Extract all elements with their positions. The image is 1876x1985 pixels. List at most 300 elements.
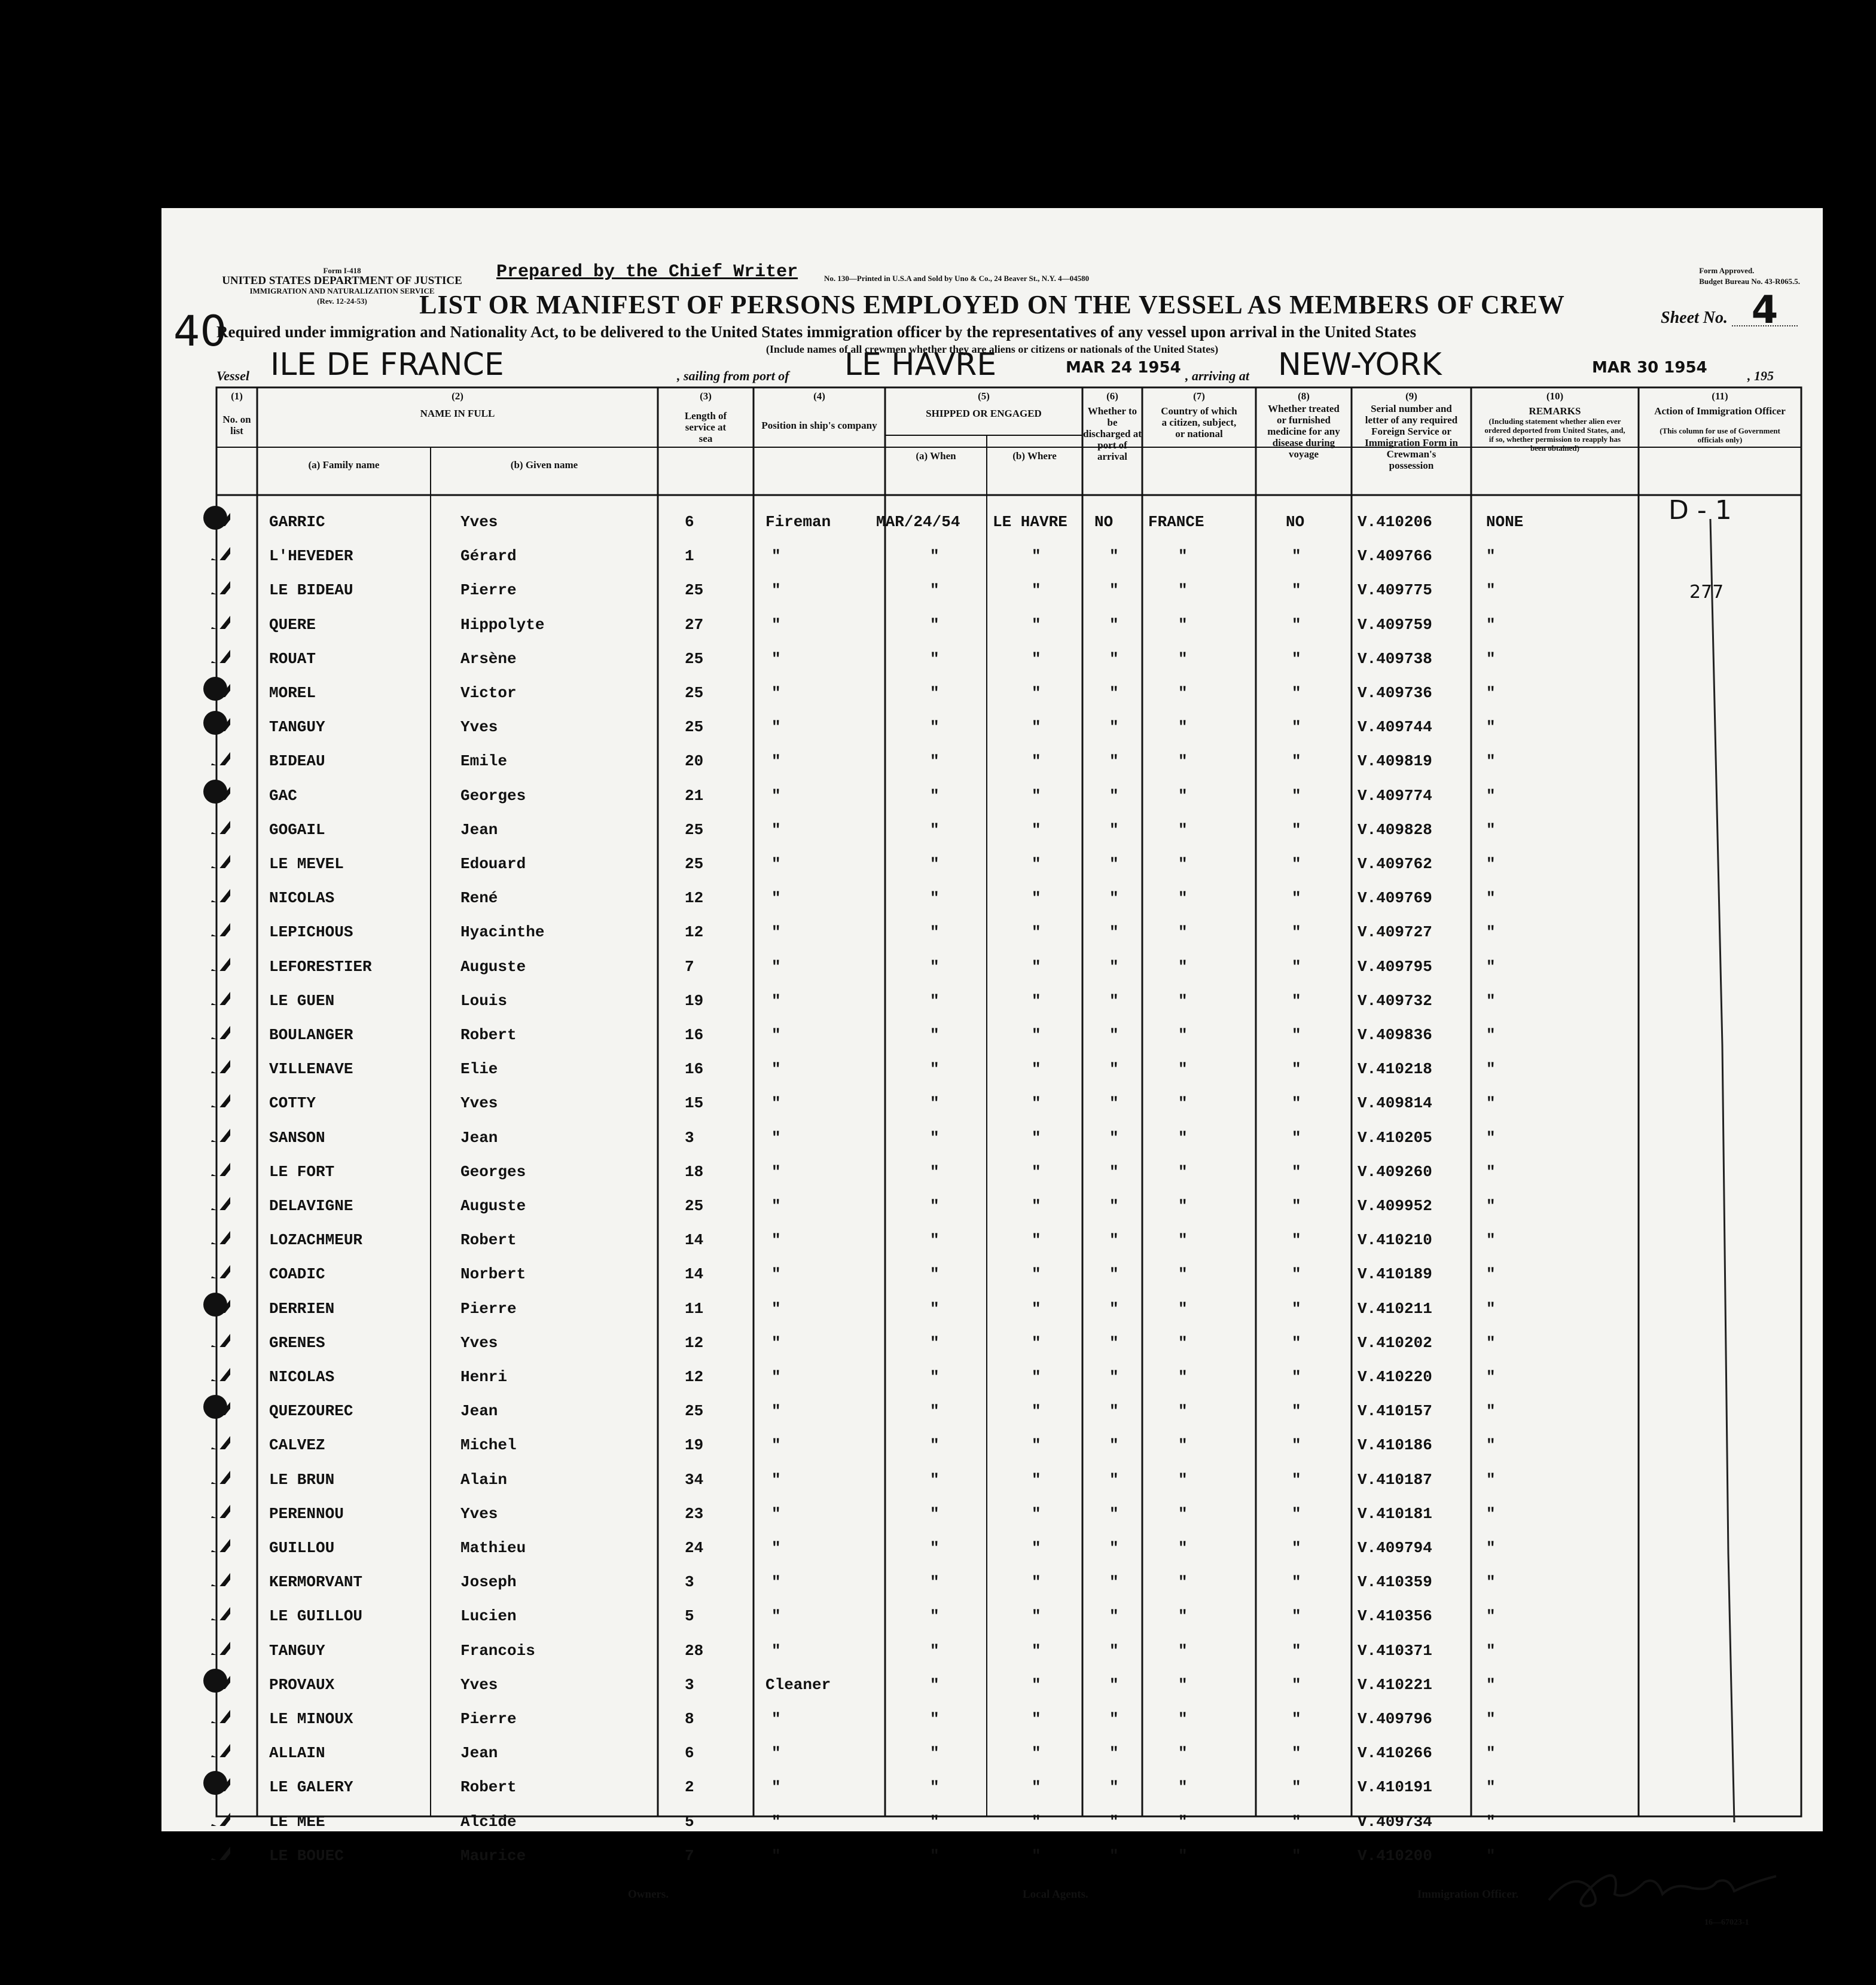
service-line: IMMIGRATION AND NATURALIZATION SERVICE [249, 286, 435, 295]
family-name: MOREL [269, 684, 316, 702]
given-name: Robert [460, 1026, 517, 1044]
service-years: 14 [685, 1265, 704, 1284]
medicine: " [1292, 1744, 1301, 1763]
medicine: " [1292, 1402, 1301, 1421]
country: " [1178, 1265, 1188, 1284]
check-mark-icon [206, 1494, 230, 1518]
discharged: " [1109, 649, 1119, 668]
medicine: " [1292, 1846, 1301, 1865]
family-name: LE GALERY [269, 1778, 353, 1797]
serial-number: V.409736 [1358, 684, 1432, 702]
remarks: " [1486, 1265, 1496, 1284]
discharged: " [1109, 1402, 1119, 1421]
col-officer-head: (11) Action of Immigration Officer (This column for use of Government officials only) [1654, 390, 1786, 444]
include-line: (Include names of all crewmen whether they are aliens or citizens or nationals of the United States) [765, 343, 1219, 355]
table-row [161, 1595, 1823, 1629]
shipped-where: " [1032, 889, 1041, 908]
check-mark-icon [206, 1836, 230, 1860]
table-row [161, 1630, 1823, 1664]
serial-number: V.409794 [1358, 1539, 1432, 1557]
country: " [1178, 1675, 1188, 1694]
serial-number: V.409727 [1358, 923, 1432, 942]
country: " [1178, 1299, 1188, 1318]
shipped-where: " [1032, 1607, 1041, 1626]
country: " [1178, 649, 1188, 668]
country: " [1178, 1197, 1188, 1215]
check-mark-icon [206, 947, 230, 971]
country: " [1178, 957, 1188, 976]
serial-number: V.409759 [1358, 615, 1432, 634]
shipped-where: " [1032, 718, 1041, 737]
prepared-by: Prepared by the Chief Writer [496, 262, 798, 282]
shipped-where: " [1032, 786, 1041, 805]
shipped-where: LE HAVRE [993, 513, 1067, 531]
medicine: " [1292, 1265, 1301, 1284]
service-years: 27 [685, 615, 704, 634]
shipped-where: " [1032, 1231, 1041, 1250]
remarks: " [1486, 752, 1496, 771]
serial-number: V.410157 [1358, 1402, 1432, 1421]
punch-hole [203, 780, 227, 804]
table-row [161, 569, 1823, 603]
medicine: " [1292, 1504, 1301, 1523]
table-row [161, 980, 1823, 1014]
shipped-where: " [1032, 1128, 1041, 1147]
medicine: " [1292, 1128, 1301, 1147]
shipped-when: " [930, 1607, 939, 1626]
given-name: Emile [460, 752, 508, 771]
country: " [1178, 1060, 1188, 1079]
port-to: NEW-YORK [1278, 347, 1442, 383]
discharged: " [1109, 1778, 1119, 1797]
shipped-when: " [930, 547, 939, 566]
position: " [771, 1846, 781, 1865]
service-years: 14 [685, 1231, 704, 1250]
revision-line: (Rev. 12-24-53) [317, 297, 367, 306]
medicine: " [1292, 752, 1301, 771]
medicine: " [1292, 1094, 1301, 1113]
table-row [161, 1219, 1823, 1253]
remarks: " [1486, 1197, 1496, 1215]
shipped-when: " [930, 786, 939, 805]
col-given-head: (b) Given name [510, 459, 578, 471]
service-years: 6 [685, 1744, 694, 1763]
service-years: 19 [685, 991, 704, 1010]
given-name: Jean [460, 1128, 498, 1147]
family-name: LE GUEN [269, 991, 335, 1010]
remarks: " [1486, 1641, 1496, 1660]
table-row [161, 1185, 1823, 1219]
remarks: " [1486, 957, 1496, 976]
medicine: " [1292, 923, 1301, 942]
country: " [1178, 1231, 1188, 1250]
check-mark-icon [206, 1596, 230, 1620]
shipped-when: " [930, 1470, 939, 1489]
shipped-when: " [930, 1231, 939, 1250]
medicine: " [1292, 718, 1301, 737]
service-years: 6 [685, 513, 694, 531]
position: " [771, 1060, 781, 1079]
medicine: " [1292, 1539, 1301, 1557]
country: " [1178, 1436, 1188, 1455]
discharged: " [1109, 1231, 1119, 1250]
serial-number: V.409260 [1358, 1162, 1432, 1181]
budget-approval [1699, 265, 1800, 287]
serial-number: V.410211 [1358, 1299, 1432, 1318]
check-mark-icon [206, 605, 230, 629]
shipped-when: " [930, 1026, 939, 1044]
country: " [1178, 1162, 1188, 1181]
table-row [161, 604, 1823, 638]
family-name: LE BOUEC [269, 1846, 344, 1865]
position: " [771, 957, 781, 976]
serial-number: V.409762 [1358, 855, 1432, 873]
shipped-where: " [1032, 1026, 1041, 1044]
service-years: 1 [685, 547, 694, 566]
shipped-when: " [930, 1675, 939, 1694]
family-name: GOGAIL [269, 820, 325, 839]
medicine: " [1292, 649, 1301, 668]
given-name: Mathieu [460, 1539, 526, 1557]
discharged: " [1109, 855, 1119, 873]
shipped-where: " [1032, 1470, 1041, 1489]
owners-label: Owners. [628, 1888, 669, 1901]
punch-hole [203, 1395, 227, 1419]
family-name: DERRIEN [269, 1299, 335, 1318]
medicine: " [1292, 1197, 1301, 1215]
shipped-when: " [930, 684, 939, 702]
col-name-head: (2) NAME IN FULL [420, 390, 495, 419]
shipped-where: " [1032, 1641, 1041, 1660]
remarks: " [1486, 1744, 1496, 1763]
discharged: NO [1094, 513, 1114, 531]
shipped-where: " [1032, 1368, 1041, 1386]
medicine: " [1292, 1162, 1301, 1181]
officer-note-d1: D - 1 [1668, 495, 1732, 526]
position: " [771, 1470, 781, 1489]
position: " [771, 649, 781, 668]
table-row [161, 740, 1823, 774]
family-name: BIDEAU [269, 752, 325, 771]
serial-number: V.410359 [1358, 1573, 1432, 1592]
country: " [1178, 615, 1188, 634]
remarks: " [1486, 718, 1496, 737]
family-name: BOULANGER [269, 1026, 353, 1044]
service-years: 3 [685, 1128, 694, 1147]
country: " [1178, 1812, 1188, 1831]
table-row [161, 1732, 1823, 1766]
serial-number: V.410200 [1358, 1846, 1432, 1865]
position: " [771, 1641, 781, 1660]
given-name: Hyacinthe [460, 923, 545, 942]
remarks: " [1486, 615, 1496, 634]
punch-hole [203, 711, 227, 735]
table-row [161, 1014, 1823, 1048]
table-row [161, 1698, 1823, 1732]
shipped-where: " [1032, 1162, 1041, 1181]
given-name: Robert [460, 1778, 517, 1797]
family-name: NICOLAS [269, 1368, 335, 1386]
medicine: " [1292, 1675, 1301, 1694]
service-years: 11 [685, 1299, 704, 1318]
serial-number: V.409819 [1358, 752, 1432, 771]
serial-number: V.410210 [1358, 1231, 1432, 1250]
remarks: " [1486, 1710, 1496, 1728]
remarks: " [1486, 1504, 1496, 1523]
arriving-label: , arriving at [1185, 368, 1249, 383]
position: " [771, 581, 781, 600]
shipped-where: " [1032, 1299, 1041, 1318]
remarks: " [1486, 1436, 1496, 1455]
country: " [1178, 547, 1188, 566]
position: " [771, 1299, 781, 1318]
given-name: Robert [460, 1231, 517, 1250]
shipped-where: " [1032, 1710, 1041, 1728]
shipped-where: " [1032, 1573, 1041, 1592]
discharged: " [1109, 889, 1119, 908]
table-row [161, 1424, 1823, 1458]
shipped-where: " [1032, 923, 1041, 942]
shipped-where: " [1032, 1846, 1041, 1865]
service-years: 21 [685, 786, 704, 805]
country: " [1178, 1094, 1188, 1113]
given-name: Pierre [460, 1710, 517, 1728]
discharged: " [1109, 1436, 1119, 1455]
discharged: " [1109, 1197, 1119, 1215]
remarks: " [1486, 547, 1496, 566]
serial-number: V.410205 [1358, 1128, 1432, 1147]
service-years: 25 [685, 684, 704, 702]
col-serial-head: (9) Serial number and letter of any required Foreign Service or Immigration Form in Crewman's possession [1365, 390, 1458, 471]
col-country-head: (7) Country of which a citizen, subject, or national [1161, 390, 1237, 439]
check-mark-icon [206, 844, 230, 868]
given-name: Hippolyte [460, 615, 545, 634]
sailing-label: , sailing from port of [677, 368, 789, 383]
discharged: " [1109, 1128, 1119, 1147]
serial-number: V.409952 [1358, 1197, 1432, 1215]
table-row [161, 638, 1823, 672]
country: " [1178, 786, 1188, 805]
remarks: " [1486, 1402, 1496, 1421]
remarks: " [1486, 649, 1496, 668]
position: " [771, 1778, 781, 1797]
position: " [771, 1607, 781, 1626]
family-name: TANGUY [269, 1641, 325, 1660]
shipped-when: " [930, 1710, 939, 1728]
medicine: NO [1286, 513, 1305, 531]
service-years: 18 [685, 1162, 704, 1181]
shipped-when: " [930, 1573, 939, 1592]
table-row [161, 1288, 1823, 1322]
serial-number: V.410187 [1358, 1470, 1432, 1489]
discharged: " [1109, 1470, 1119, 1489]
discharged: " [1109, 1368, 1119, 1386]
position: " [771, 889, 781, 908]
shipped-when: " [930, 991, 939, 1010]
medicine: " [1292, 581, 1301, 600]
table-row [161, 1493, 1823, 1527]
serial-number: V.409836 [1358, 1026, 1432, 1044]
shipped-when: " [930, 957, 939, 976]
given-name: Elie [460, 1060, 498, 1079]
shipped-where: " [1032, 1333, 1041, 1352]
remarks: " [1486, 1573, 1496, 1592]
family-name: ALLAIN [269, 1744, 325, 1763]
position: " [771, 547, 781, 566]
given-name: Lucien [460, 1607, 517, 1626]
check-mark-icon [206, 1425, 230, 1449]
col-discharge-head: (6) Whether to be discharged at port of arrival [1083, 390, 1142, 462]
shipped-when: " [930, 1094, 939, 1113]
check-mark-icon [206, 639, 230, 663]
year-suffix: , 195 [1747, 368, 1774, 383]
serial-number: V.410191 [1358, 1778, 1432, 1797]
table-row [161, 1082, 1823, 1116]
serial-number: V.409744 [1358, 718, 1432, 737]
remarks: " [1486, 855, 1496, 873]
remarks: " [1486, 1299, 1496, 1318]
check-mark-icon [206, 1357, 230, 1381]
remarks: " [1486, 1778, 1496, 1797]
shipped-when: " [930, 581, 939, 600]
shipped-where: " [1032, 615, 1041, 634]
shipped-where: " [1032, 581, 1041, 600]
family-name: QUEZOUREC [269, 1402, 353, 1421]
shipped-where: " [1032, 684, 1041, 702]
family-name: LE GUILLOU [269, 1607, 363, 1626]
given-name: Pierre [460, 581, 517, 600]
service-years: 24 [685, 1539, 704, 1557]
table-row [161, 1390, 1823, 1424]
shipped-where: " [1032, 820, 1041, 839]
shipped-where: " [1032, 855, 1041, 873]
punch-hole [203, 1293, 227, 1317]
remarks: " [1486, 923, 1496, 942]
punch-hole [203, 1669, 227, 1693]
medicine: " [1292, 1333, 1301, 1352]
check-mark-icon [206, 912, 230, 936]
check-mark-icon [206, 878, 230, 902]
country: " [1178, 1539, 1188, 1557]
given-name: Yves [460, 718, 498, 737]
service-years: 15 [685, 1094, 704, 1113]
margin-number: 40 [173, 307, 227, 356]
shipped-when: " [930, 1265, 939, 1284]
discharged: " [1109, 1675, 1119, 1694]
sail-date: MAR 24 1954 [1066, 359, 1181, 377]
position: " [771, 615, 781, 634]
check-mark-icon [206, 1118, 230, 1142]
given-name: Jean [460, 820, 498, 839]
check-mark-icon [206, 1152, 230, 1176]
serial-number: V.409795 [1358, 957, 1432, 976]
given-name: Joseph [460, 1573, 517, 1592]
country: " [1178, 1026, 1188, 1044]
position: " [771, 786, 781, 805]
table-row [161, 1801, 1823, 1835]
shipped-where: " [1032, 1504, 1041, 1523]
manifest-sheet [161, 208, 1823, 1927]
remarks: " [1486, 1607, 1496, 1626]
footer-code: 16—67023-1 [1704, 1918, 1749, 1927]
given-name: Norbert [460, 1265, 526, 1284]
check-mark-icon [206, 1460, 230, 1484]
remarks: " [1486, 1539, 1496, 1557]
check-mark-icon [206, 1699, 230, 1723]
serial-number: V.409769 [1358, 889, 1432, 908]
discharged: " [1109, 1265, 1119, 1284]
col-position-head: (4) Position in ship's company [761, 390, 877, 431]
country: " [1178, 1607, 1188, 1626]
service-years: 5 [685, 1607, 694, 1626]
discharged: " [1109, 1573, 1119, 1592]
table-row [161, 1356, 1823, 1390]
position: " [771, 1436, 781, 1455]
shipped-where: " [1032, 1094, 1041, 1113]
shipped-where: " [1032, 1402, 1041, 1421]
discharged: " [1109, 1094, 1119, 1113]
medicine: " [1292, 1299, 1301, 1318]
shipped-where: " [1032, 1060, 1041, 1079]
serial-number: V.410181 [1358, 1504, 1432, 1523]
medicine: " [1292, 1060, 1301, 1079]
service-years: 20 [685, 752, 704, 771]
given-name: Auguste [460, 1197, 526, 1215]
medicine: " [1292, 684, 1301, 702]
family-name: VILLENAVE [269, 1060, 353, 1079]
serial-number: V.409828 [1358, 820, 1432, 839]
table-row [161, 1117, 1823, 1151]
budget-line-2: Budget Bureau No. 43-R065.5. [1699, 277, 1800, 286]
service-years: 34 [685, 1470, 704, 1489]
col-remarks-head: (10) REMARKS (Including statement whether alien ever ordered deported from United States, and, if so, whether permission to reapply has been obtained) [1484, 390, 1625, 453]
table-row [161, 946, 1823, 980]
remarks: " [1486, 1162, 1496, 1181]
shipped-when: " [930, 1436, 939, 1455]
position: " [771, 1231, 781, 1250]
serial-number: V.410221 [1358, 1675, 1432, 1694]
shipped-when: " [930, 1333, 939, 1352]
port-from: LE HAVRE [844, 347, 997, 383]
shipped-where: " [1032, 1265, 1041, 1284]
shipped-when: " [930, 615, 939, 634]
serial-number: V.409796 [1358, 1710, 1432, 1728]
discharged: " [1109, 957, 1119, 976]
family-name: KERMORVANT [269, 1573, 363, 1592]
service-years: 25 [685, 649, 704, 668]
discharged: " [1109, 547, 1119, 566]
check-mark-icon [206, 1528, 230, 1552]
col-family-head: (a) Family name [308, 459, 380, 471]
medicine: " [1292, 1231, 1301, 1250]
position: " [771, 1265, 781, 1284]
given-name: Georges [460, 1162, 526, 1181]
budget-line-1: Form Approved. [1699, 266, 1755, 275]
country: FRANCE [1148, 513, 1204, 531]
shipped-when: " [930, 1162, 939, 1181]
check-mark-icon [206, 1323, 230, 1347]
service-years: 16 [685, 1026, 704, 1044]
country: " [1178, 1368, 1188, 1386]
table-row [161, 775, 1823, 809]
required-line: Required under immigration and Nationality Act, to be delivered to the United States immigration officer by the representatives of any vessel upon arrival in the United States [216, 323, 1417, 341]
officer-signature [1537, 1858, 1788, 1918]
serial-number: V.410218 [1358, 1060, 1432, 1079]
given-name: Arsène [460, 649, 517, 668]
country: " [1178, 1504, 1188, 1523]
discharged: " [1109, 1026, 1119, 1044]
service-years: 19 [685, 1436, 704, 1455]
